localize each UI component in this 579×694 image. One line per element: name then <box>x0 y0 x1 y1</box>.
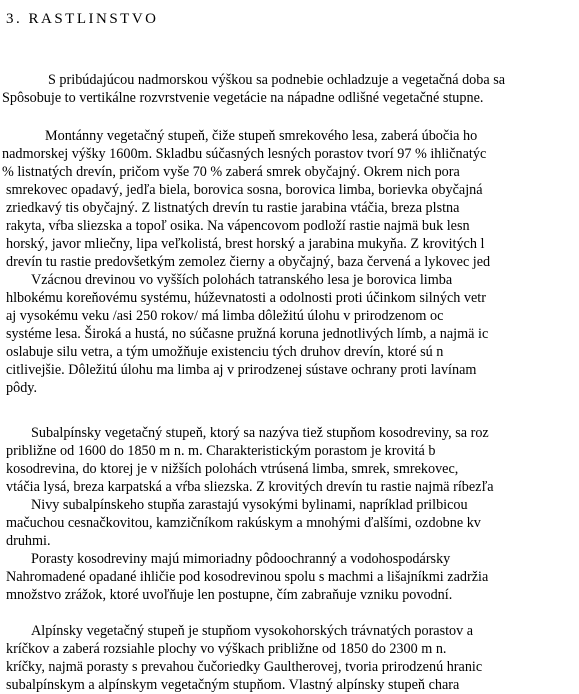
text-line: Spôsobuje to vertikálne rozvrstvenie vegetácie na nápadne odlišné vegetačné stupne. <box>2 90 484 106</box>
text-line: hlbokému koreňovému systému, húževnatosti a odolnosti proti účinkom silných vetr <box>6 290 486 306</box>
text-line: Nahromadené opadané ihličie pod kosodrevinou spolu s machmi a lišajníkmi zadržia <box>6 569 489 585</box>
text-line: kríčkov a zaberá rozsiahle plochy vo výškach približne od 1850 do 2300 m n. <box>6 641 447 657</box>
text-line: vtáčia lysá, breza karpatská a vŕba sliezska. Z krovitých drevín tu rastie najmä ríbezľa <box>6 479 494 495</box>
text-line: mačuchou cesnačkovitou, kamzičníkom rakúskym a mnohými ďalšími, ozdobne kv <box>6 515 481 531</box>
text-line: smrekovec opadavý, jedľa biela, borovica sosna, borovica limba, borievka obyčajná <box>6 182 483 198</box>
text-line: Vzácnou drevinou vo vyšších polohách tatranského lesa je borovica limba <box>31 272 453 288</box>
text-line: zriedkavý tis obyčajný. Z listnatých drevín tu rastie jarabina vtáčia, breza plstna <box>6 200 460 216</box>
text-line: kríčky, najmä porasty s prevahou čučoriedky Gaultherovej, tvoria prirodzenú hranic <box>6 659 483 675</box>
text-line: subalpínskym a alpínskym vegetačným stupňom. Vlastný alpínsky stupeň chara <box>6 677 460 693</box>
text-line: Porasty kosodreviny majú mimoriadny pôdoochranný a vodohospodársky <box>31 551 451 567</box>
text-line: nadmorskej výšky 1600m. Skladbu súčasných lesných porastov tvorí 97 % ihličnatýc <box>2 146 487 162</box>
text-line: aj vysokému veku /asi 250 rokov/ má limba dôležitú úlohu v prirodzenom oc <box>6 308 444 324</box>
text-line: rakyta, vŕba sliezska a topoľ osika. Na vápencovom podloží rastie najmä buk lesn <box>6 218 470 234</box>
text-line: Alpínsky vegetačný stupeň je stupňom vysokohorských trávnatých porastov a <box>31 623 474 639</box>
section-heading: 3. RASTLINSTVO <box>6 11 159 27</box>
text-line: citlivejšie. Dôležitú úlohu ma limba aj v prirodzenej sústave ochrany proti lavínam <box>6 362 477 378</box>
text-line: pôdy. <box>6 380 37 396</box>
text-line: horský, javor mliečny, lipa veľkolistá, brest horský a jarabina mukyňa. Z krovitých l <box>6 236 485 252</box>
text-line: drevín tu rastie predovšetkým zemolez čierny a obyčajný, baza červená a lykovec jed <box>6 254 491 270</box>
text-line: približne od 1600 do 1850 m n. m. Charakteristickým porastom je krovitá b <box>6 443 436 459</box>
text-line: % listnatých drevín, pričom vyše 70 % zaberá smrek obyčajný. Okrem nich pora <box>2 164 460 180</box>
text-line: množstvo zrážok, ktoré uvoľňuje len postupne, čím zabraňuje vzniku povodní. <box>6 587 453 603</box>
text-line: kosodrevina, do ktorej je v nižších polohách vtrúsená limba, smrek, smrekovec, <box>6 461 459 477</box>
text-line: druhmi. <box>6 533 51 549</box>
text-line: Nivy subalpínskeho stupňa zarastajú vysokými bylinami, napríklad prilbicou <box>31 497 468 513</box>
text-line: S pribúdajúcou nadmorskou výškou sa podnebie ochladzuje a vegetačná doba sa <box>48 72 506 88</box>
text-line: Montánny vegetačný stupeň, čiže stupeň smrekového lesa, zaberá úbočia ho <box>45 128 478 144</box>
text-line: oslabuje silu vetra, a tým umožňuje existenciu tých druhov drevín, ktoré sú n <box>6 344 444 360</box>
text-line: Subalpínsky vegetačný stupeň, ktorý sa nazýva tiež stupňom kosodreviny, sa roz <box>31 425 489 441</box>
text-line: systéme lesa. Široká a hustá, no súčasne pružná koruna jednotlivých límb, a najmä ic <box>6 326 489 342</box>
